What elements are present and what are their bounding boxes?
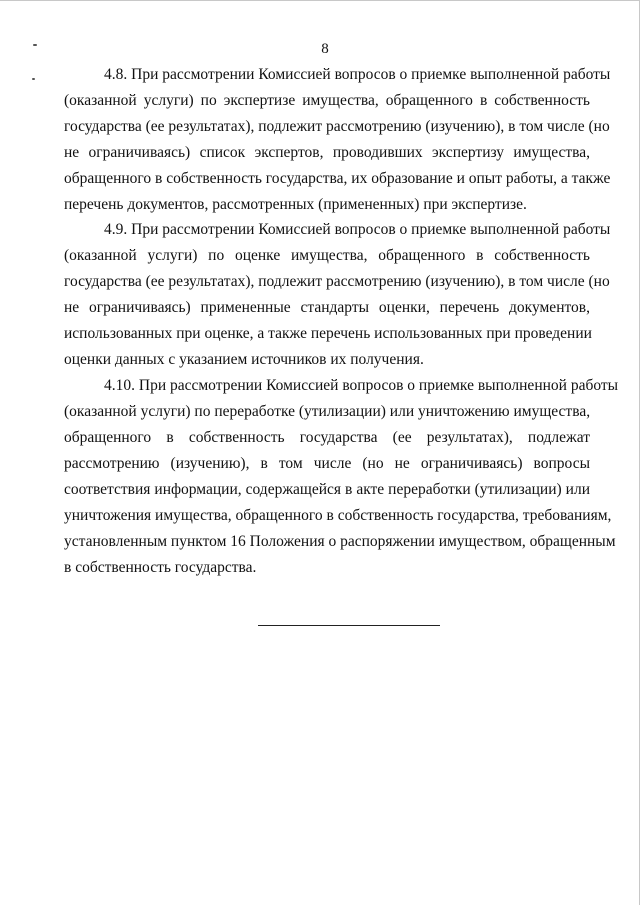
paragraph-line: использованных при оценке, а также перечень использованных при проведении <box>64 325 592 342</box>
paragraph-line: уничтожения имущества, обращенного в собственность государства, требованиям, <box>64 507 612 524</box>
paragraph-line: государства (ее результатах), подлежит рассмотрению (изучению), в том числе (но <box>64 273 610 290</box>
paragraph-line: перечень документов, рассмотренных (примененных) при экспертизе. <box>64 196 527 213</box>
end-of-document-rule <box>258 625 440 626</box>
paragraph-line: обращенного в собственность государства, их образование и опыт работы, а также <box>64 170 611 187</box>
paragraph-line: (оказанной услуги) по переработке (утилизации) или уничтожению имущества, <box>64 403 591 420</box>
scan-artifact-mark <box>32 78 35 80</box>
paragraph-line: государства (ее результатах), подлежит рассмотрению (изучению), в том числе (но <box>64 118 610 135</box>
paragraph-line: рассмотрению (изучению), в том числе (но не ограничиваясь) вопросы <box>64 455 590 472</box>
paragraph-line: обращенного в собственность государства (ее результатах), подлежат <box>64 429 590 446</box>
paragraph-line: 4.10. При рассмотрении Комиссией вопросов о приемке выполненной работы <box>104 377 619 394</box>
paragraph-line: не ограничиваясь) примененные стандарты оценки, перечень документов, <box>64 299 590 316</box>
paragraph-line: 4.9. При рассмотрении Комиссией вопросов о приемке выполненной работы <box>104 221 611 238</box>
paragraph-line: соответствия информации, содержащейся в акте переработки (утилизации) или <box>64 481 590 498</box>
page-number: 8 <box>321 41 329 57</box>
paragraph-line: оценки данных с указанием источников их получения. <box>64 351 424 368</box>
paragraph-line: установленным пунктом 16 Положения о распоряжении имуществом, обращенным <box>64 533 616 550</box>
paragraph-line: 4.8. При рассмотрении Комиссией вопросов о приемке выполненной работы <box>104 66 611 83</box>
paragraph-line: (оказанной услуги) по оценке имущества, обращенного в собственность <box>64 247 590 264</box>
paragraph-line: в собственность государства. <box>64 559 257 576</box>
paragraph-line: (оказанной услуги) по экспертизе имущества, обращенного в собственность <box>64 92 590 109</box>
paragraph-line: не ограничиваясь) список экспертов, проводивших экспертизу имущества, <box>64 144 590 161</box>
